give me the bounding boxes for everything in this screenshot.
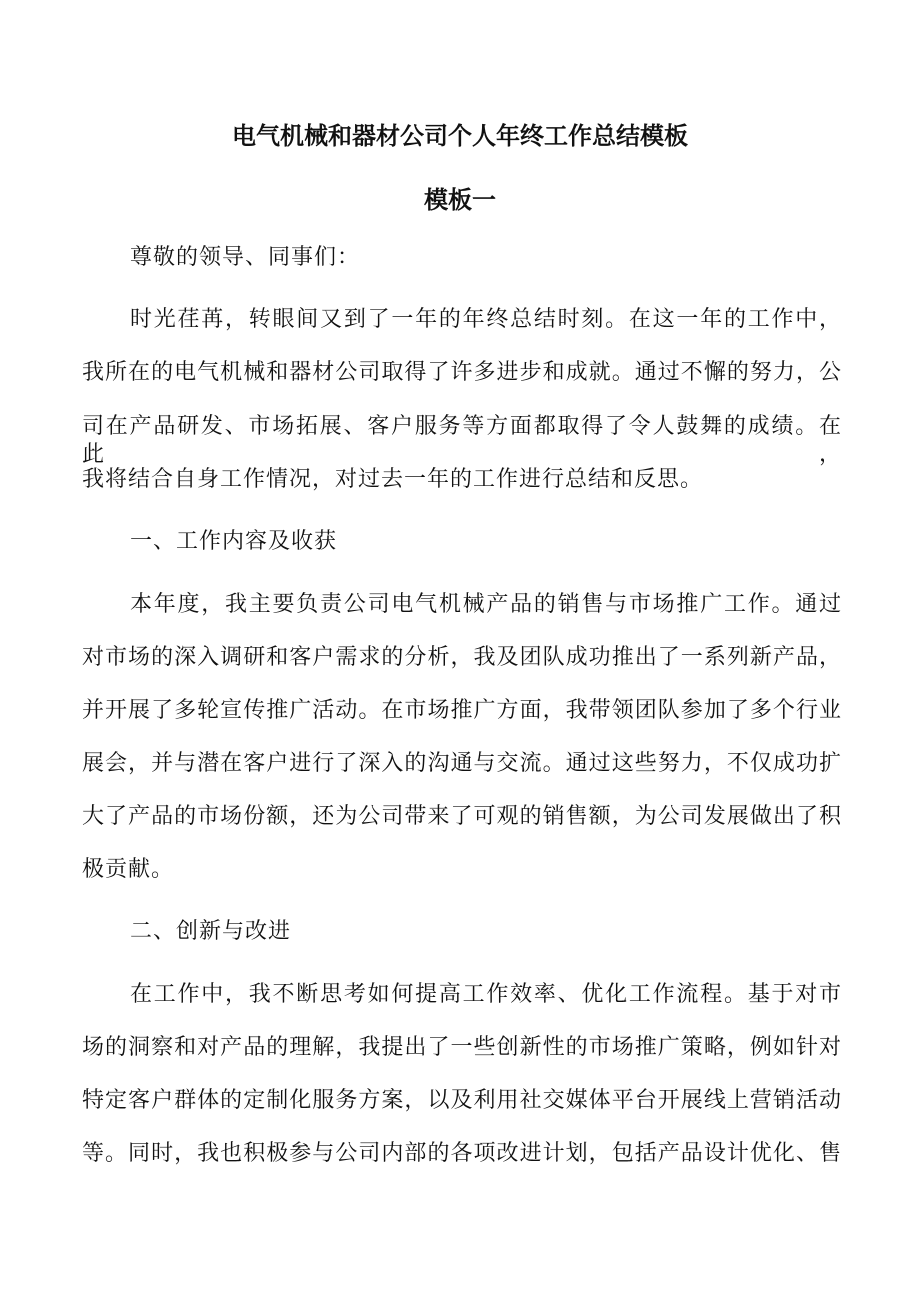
- section1-line-5: 大了产品的市场份额，还为公司带来了可观的销售额，为公司发展做出了积: [82, 804, 842, 829]
- intro-line-3: 司在产品研发、市场拓展、客户服务等方面都取得了令人鼓舞的成绩。在此，: [82, 414, 842, 467]
- section2-line-3: 特定客户群体的定制化服务方案，以及利用社交媒体平台开展线上营销活动: [82, 1088, 842, 1113]
- section2-line-2: 场的洞察和对产品的理解，我提出了一些创新性的市场推广策略，例如针对: [82, 1035, 842, 1060]
- intro-line-1: 时光荏苒，转眼间又到了一年的年终总结时刻。在这一年的工作中，: [130, 307, 842, 332]
- document-title: 电气机械和器材公司个人年终工作总结模板: [232, 122, 688, 150]
- section2-line-1: 在工作中，我不断思考如何提高工作效率、优化工作流程。基于对市: [130, 982, 842, 1007]
- document-subtitle: 模板一: [424, 186, 496, 214]
- section1-line-1: 本年度，我主要负责公司电气机械产品的销售与市场推广工作。通过: [130, 592, 842, 617]
- section1-line-2: 对市场的深入调研和客户需求的分析，我及团队成功推出了一系列新产品，: [82, 645, 842, 670]
- section2-heading: 二、创新与改进: [130, 919, 292, 944]
- section1-line-4: 展会，并与潜在客户进行了深入的沟通与交流。通过这些努力，不仅成功扩: [82, 751, 842, 776]
- section2-line-4: 等。同时，我也积极参与公司内部的各项改进计划，包括产品设计优化、售: [82, 1141, 842, 1166]
- greeting: 尊敬的领导、同事们：: [130, 245, 361, 270]
- section1-heading: 一、工作内容及收获: [130, 529, 338, 554]
- intro-line-2: 我所在的电气机械和器材公司取得了许多进步和成就。通过不懈的努力，公: [82, 360, 842, 385]
- section1-line-6: 极贡献。: [82, 857, 175, 882]
- intro-line-4: 我将结合自身工作情况，对过去一年的工作进行总结和反思。: [82, 467, 704, 492]
- section1-line-3: 并开展了多轮宣传推广活动。在市场推广方面，我带领团队参加了多个行业: [82, 698, 842, 723]
